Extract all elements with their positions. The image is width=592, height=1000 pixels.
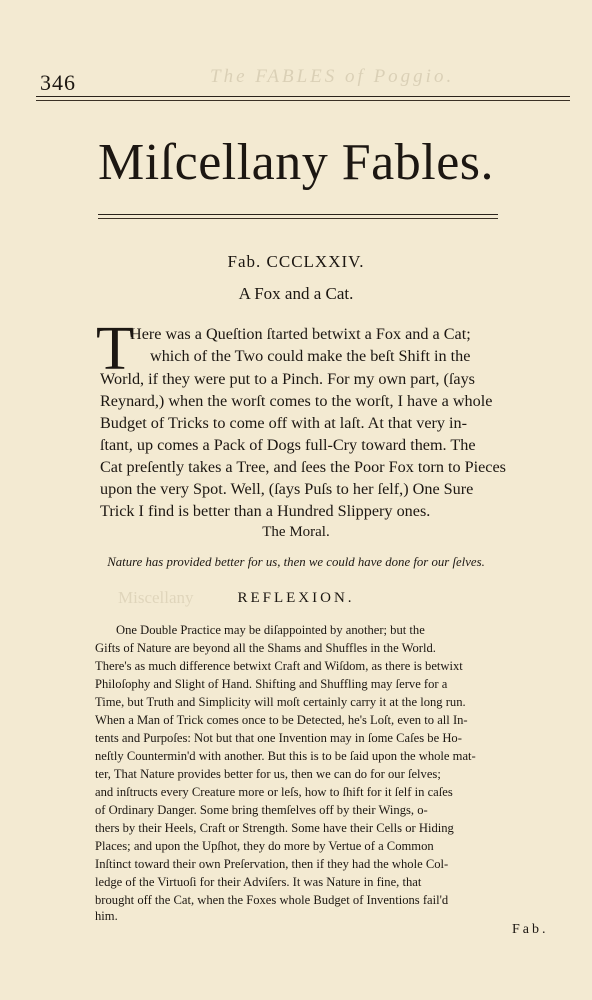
reflexion-line: ledge of the Virtuoſi for their Adviſers. It was Nature in fine, that bbox=[95, 875, 422, 889]
reflexion-line: Inſtinct toward their own Preſervation, then if they had the whole Col- bbox=[95, 857, 449, 871]
title-rule bbox=[98, 214, 498, 215]
fable-line: which of the Two could make the beſt Shift in the bbox=[150, 347, 471, 365]
reflexion-line: of Ordinary Danger. Some bring themſelves off by their Wings, o- bbox=[95, 803, 428, 817]
drop-cap: T bbox=[96, 315, 134, 383]
fable-line: World, if they were put to a Pinch. For my own part, (ſays bbox=[100, 370, 475, 388]
header-rule bbox=[36, 96, 570, 97]
reflexion-line: One Double Practice may be diſappointed by another; but the bbox=[116, 623, 425, 637]
bleed-through-header: The FABLES of Poggio. bbox=[210, 66, 455, 87]
reflexion-line: There's as much difference betwixt Craft and Wiſdom, as there is betwixt bbox=[95, 659, 463, 673]
reflexion-line: Time, but Truth and Simplicity will moſt certainly carry it at the long run. bbox=[95, 695, 466, 709]
reflexion-line: Gifts of Nature are beyond all the Shams and Shuffles in the World. bbox=[95, 641, 436, 655]
page-number: 346 bbox=[40, 70, 76, 95]
bleed-through-text: Miscellany bbox=[118, 588, 194, 607]
reflexion-line: and inſtructs every Creature more or leſs, how to ſhift for it ſelf in caſes bbox=[95, 785, 453, 799]
fable-line: Budget of Tricks to come off with at laſt. At that very in- bbox=[100, 414, 468, 432]
section-title: Miſcellany Fables. bbox=[97, 134, 495, 191]
reflexion-heading: REFLEXION. bbox=[237, 590, 355, 606]
fable-line: Trick I find is better than a Hundred Slippery ones. bbox=[100, 502, 431, 520]
reflexion-line: him. bbox=[95, 909, 118, 923]
title-rule-thin bbox=[98, 218, 498, 219]
reflexion-line: neſtly Countermin'd with another. But this is to be ſaid upon the whole mat- bbox=[95, 749, 476, 763]
header-rule-thin bbox=[36, 100, 570, 101]
reflexion-line: Places; and upon the Upſhot, they do more by Vertue of a Common bbox=[95, 839, 434, 853]
moral-heading: The Moral. bbox=[262, 524, 330, 540]
fable-line: Reynard,) when the worſt comes to the worſt, I have a whole bbox=[100, 392, 493, 410]
fable-line: Here was a Queſtion ſtarted betwixt a Fox and a Cat; bbox=[130, 325, 471, 343]
reflexion-line: When a Man of Trick comes once to be Detected, he's Loſt, even to all In- bbox=[95, 713, 468, 727]
reflexion-line: brought off the Cat, when the Foxes whole Budget of Inventions fail'd bbox=[95, 893, 449, 907]
reflexion-line: Philoſophy and Slight of Hand. Shifting and Shuffling may ſerve for a bbox=[95, 677, 448, 691]
reflexion-line: thers by their Heels, Craft or Strength. Some have their Cells or Hiding bbox=[95, 821, 454, 835]
fable-line: ſtant, up comes a Pack of Dogs full-Cry toward them. The bbox=[100, 436, 476, 454]
fable-number: Fab. CCCLXXIV. bbox=[227, 252, 365, 271]
reflexion-line: ter, That Nature provides better for us, then we can do for our ſelves; bbox=[95, 767, 441, 781]
moral-text: Nature has provided better for us, then we could have done for our ſelves. bbox=[107, 555, 485, 569]
catchword: Fab. bbox=[512, 922, 549, 937]
reflexion-line: tents and Purpoſes: Not but that one Invention may in ſome Caſes be Ho- bbox=[95, 731, 462, 745]
fable-title: A Fox and a Cat. bbox=[238, 284, 354, 303]
fable-line: Cat preſently takes a Tree, and ſees the Poor Fox torn to Pieces bbox=[100, 458, 506, 476]
fable-line: upon the very Spot. Well, (ſays Puſs to her ſelf,) One Sure bbox=[100, 480, 474, 498]
